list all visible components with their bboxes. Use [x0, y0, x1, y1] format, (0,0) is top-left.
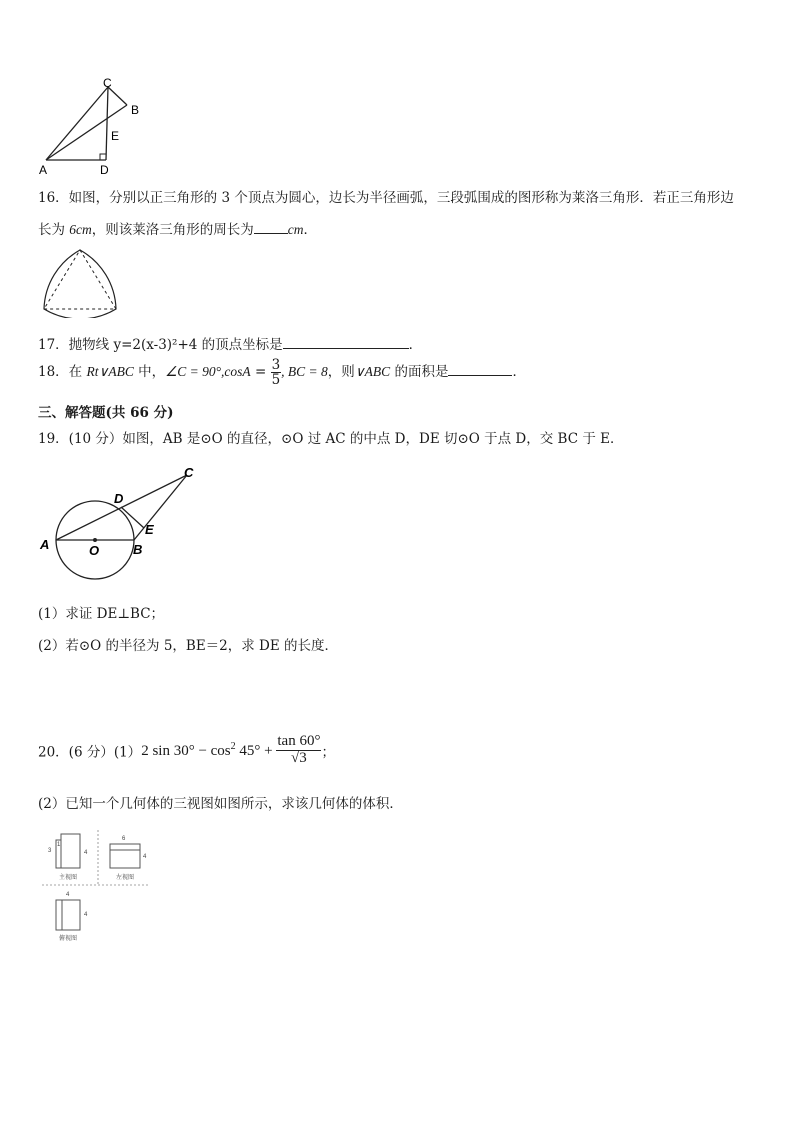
- answer-blank-17: [283, 334, 409, 349]
- question-20-part2: (2）已知一个几何体的三视图如图所示，求该几何体的体积．: [38, 796, 403, 812]
- section-heading: 三、解答题(共 66 分): [38, 405, 174, 421]
- answer-blank-18: [448, 361, 512, 376]
- svg-text:4: 4: [66, 892, 70, 898]
- svg-text:3: 3: [48, 848, 52, 854]
- top-view-label: 俯视图: [59, 936, 78, 942]
- fraction-tan60-sqrt3: $\frac{\tan 60^\circ}{√3}$: [277, 733, 321, 766]
- label-C: C: [103, 78, 112, 90]
- label-D: D: [100, 163, 109, 176]
- left-view-label: 左视图: [116, 875, 135, 881]
- fraction-3-5: $\frac{3}{5}$: [271, 357, 281, 389]
- svg-text:1: 1: [57, 842, 61, 848]
- label-C: C: [184, 465, 194, 480]
- front-view-label: 主视图: [59, 875, 78, 881]
- trig-expression: 2 $\sin 30^\circ - \cos^2 45^\circ$ +: [141, 740, 277, 759]
- question-19-part1: (1）求证 DE⊥BC；: [38, 606, 165, 622]
- question-16-line2: 长为 6cm，则该莱洛三角形的周长为 cm．: [38, 218, 317, 238]
- question-16-line1: 16．如图，分别以正三角形的 3 个顶点为圆心，边长为半径画弧，三段弧围成的图形称为莱洛三角形．若正三角形边: [38, 190, 734, 206]
- answer-blank-16: [254, 219, 288, 234]
- svg-text:4: 4: [84, 912, 88, 918]
- label-A: A: [40, 537, 50, 552]
- label-A: A: [39, 163, 48, 176]
- label-E: E: [111, 129, 120, 143]
- label-O: O: [89, 543, 100, 558]
- three-view-figure: [42, 830, 152, 944]
- question-18: 18．在 Rt∨ABC 中，∠C = 90°,cosA = $\frac{3}{5}$ , BC = 8，则∨ABC 的面积是 ．: [38, 357, 526, 389]
- label-E: E: [145, 522, 154, 537]
- triangle-figure: [36, 78, 146, 176]
- circle-tangent-figure: [36, 462, 206, 590]
- question-17: 17．抛物线 y=2(x-3)²+4 的顶点坐标是 ．: [38, 333, 422, 353]
- label-B: B: [131, 103, 140, 117]
- question-20-part1: 20．(6 分）(1）2 $\sin 30^\circ - \cos^2 45^\circ$ + $\frac{\tan 60^\circ}{√3}$ ；: [38, 733, 335, 766]
- label-B: B: [133, 542, 143, 557]
- label-D: D: [114, 491, 124, 506]
- reuleaux-triangle-figure: [38, 244, 122, 318]
- svg-text:4: 4: [84, 850, 88, 856]
- svg-text:6: 6: [122, 836, 126, 842]
- svg-text:4: 4: [143, 854, 147, 860]
- side-length-value: 6cm: [69, 222, 92, 237]
- question-19-stem: 19．(10 分）如图，AB 是⊙O 的直径，⊙O 过 AC 的中点 D，DE 切⊙O 于点 D，交 BC 于 E．: [38, 431, 624, 447]
- question-19-part2: (2）若⊙O 的半径为 5，BE＝2，求 DE 的长度．: [38, 638, 339, 654]
